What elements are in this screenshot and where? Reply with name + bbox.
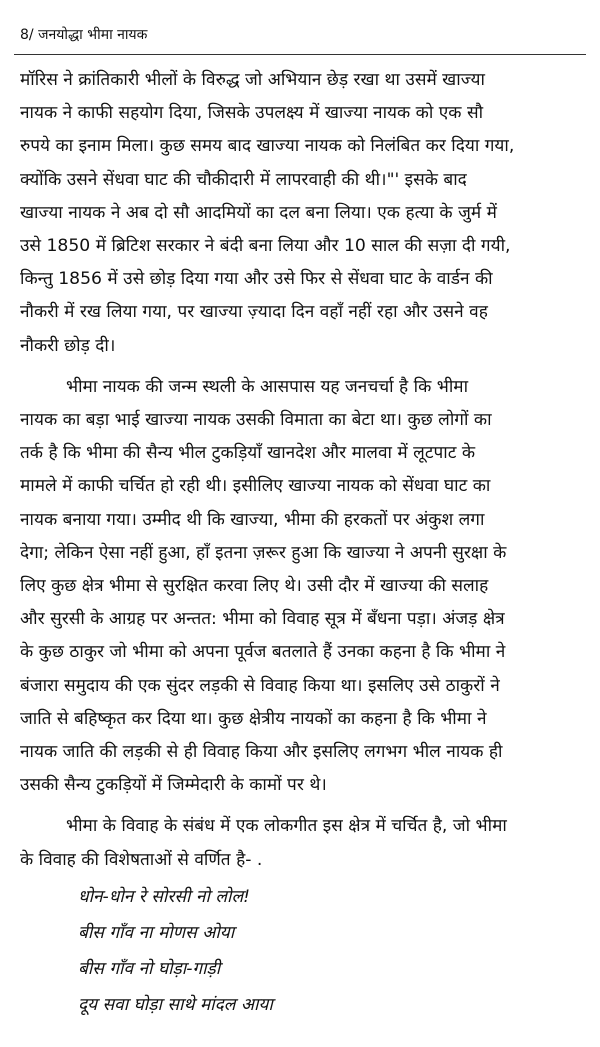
text-line: उसकी सैन्य टुकड़ियों में जिम्मेदारी के कामों पर थे। <box>20 775 327 796</box>
text-line: मामले में काफी चर्चित हो रही थी। इसीलिए खाज्या नायक को सेंधवा घाट का <box>20 476 491 497</box>
text-line: के कुछ ठाकुर जो भीमा को अपना पूर्वज बतलाते हैं उनका कहना है कि भीमा ने <box>20 642 506 663</box>
text-line: भीमा के विवाह के संबंध में एक लोकगीत इस क्षेत्र में चर्चित है, जो भीमा <box>66 816 507 837</box>
verse-line: बीस गाँव नो घोड़ा-गाड़ी <box>78 958 221 979</box>
text-line: नायक का बड़ा भाई खाज्या नायक उसकी विमाता का बेटा था। कुछ लोगों का <box>20 410 492 431</box>
paragraph-1 <box>20 64 580 363</box>
page-body <box>20 64 580 1023</box>
text-line: लिए कुछ क्षेत्र भीमा से सुरक्षित करवा लिए थे। उसी दौर में खाज्या की सलाह <box>20 576 489 597</box>
text-line: क्योंकि उसने सेंधवा घाट की चौकीदारी में लापरवाही की थी।"' इसके बाद <box>20 169 467 190</box>
text-line: तर्क है कि भीमा की सैन्य भील टुकड़ियाँ खानदेश और मालवा में लूटपाट के <box>20 443 476 464</box>
text-line: नायक जाति की लड़की से ही विवाह किया और इसलिए लगभग भील नायक ही <box>20 742 503 763</box>
text-line: मॉरिस ने क्रांतिकारी भीलों के विरुद्ध जो अभियान छेड़ रखा था उसमें खाज्या <box>20 70 485 90</box>
text-line: देगा; लेकिन ऐसा नहीं हुआ, हाँ इतना ज़रूर हुआ कि खाज्या ने अपनी सुरक्षा के <box>20 542 507 563</box>
text-line: रुपये का इनाम मिला। कुछ समय बाद खाज्या नायक को निलंबित कर दिया गया, <box>20 136 515 157</box>
running-head: 8/ जनयोद्धा भीमा नायक <box>20 27 148 43</box>
text-line: नायक ने काफी सहयोग दिया, जिसके उपलक्ष्य में खाज्या नायक को एक सौ <box>20 103 484 124</box>
verse-line: बीस गाँव ना मोणस ओया <box>78 922 235 943</box>
text-line: जाति से बहिष्कृत कर दिया था। कुछ क्षेत्रीय नायकों का कहना है कि भीमा ने <box>20 708 487 729</box>
text-line: खाज्या नायक ने अब दो सौ आदमियों का दल बना लिया। एक हत्या के जुर्म में <box>20 202 497 223</box>
folk-song-verse <box>20 879 580 1023</box>
verse-line: धोन-धोन रे सोरसी नो लोल! <box>78 886 251 907</box>
text-line: और सुरसी के आग्रह पर अन्तत: भीमा को विवाह सूत्र में बँधना पड़ा। अंजड़ क्षेत्र <box>20 609 505 630</box>
text-line: बंजारा समुदाय की एक सुंदर लड़की से विवाह किया था। इसलिए उसे ठाकुरों ने <box>20 675 500 696</box>
text-line: नायक बनाया गया। उम्मीद थी कि खाज्या, भीमा की हरकतों पर अंकुश लगा <box>20 509 485 530</box>
verse-line: दूय सवा घोड़ा साथे मांदल आया <box>78 994 273 1015</box>
text-line: नौकरी छोड़ दी। <box>20 335 116 356</box>
paragraph-3 <box>20 810 580 876</box>
text-line: नौकरी में रख लिया गया, पर खाज्या ज़्यादा दिन वहाँ नहीं रहा और उसने वह <box>20 302 488 323</box>
text-line: भीमा नायक की जन्म स्थली के आसपास यह जनचर्चा है कि भीमा <box>66 376 469 397</box>
header-divider <box>14 54 586 55</box>
text-line: उसे 1850 में ब्रिटिश सरकार ने बंदी बना लिया और 10 साल की सज़ा दी गयी, <box>20 236 511 257</box>
paragraph-2 <box>20 371 580 803</box>
text-line: किन्तु 1856 में उसे छोड़ दिया गया और उसे फिर से सेंधवा घाट के वार्डन की <box>20 269 493 290</box>
text-line: के विवाह की विशेषताओं से वर्णित है- . <box>20 849 263 870</box>
